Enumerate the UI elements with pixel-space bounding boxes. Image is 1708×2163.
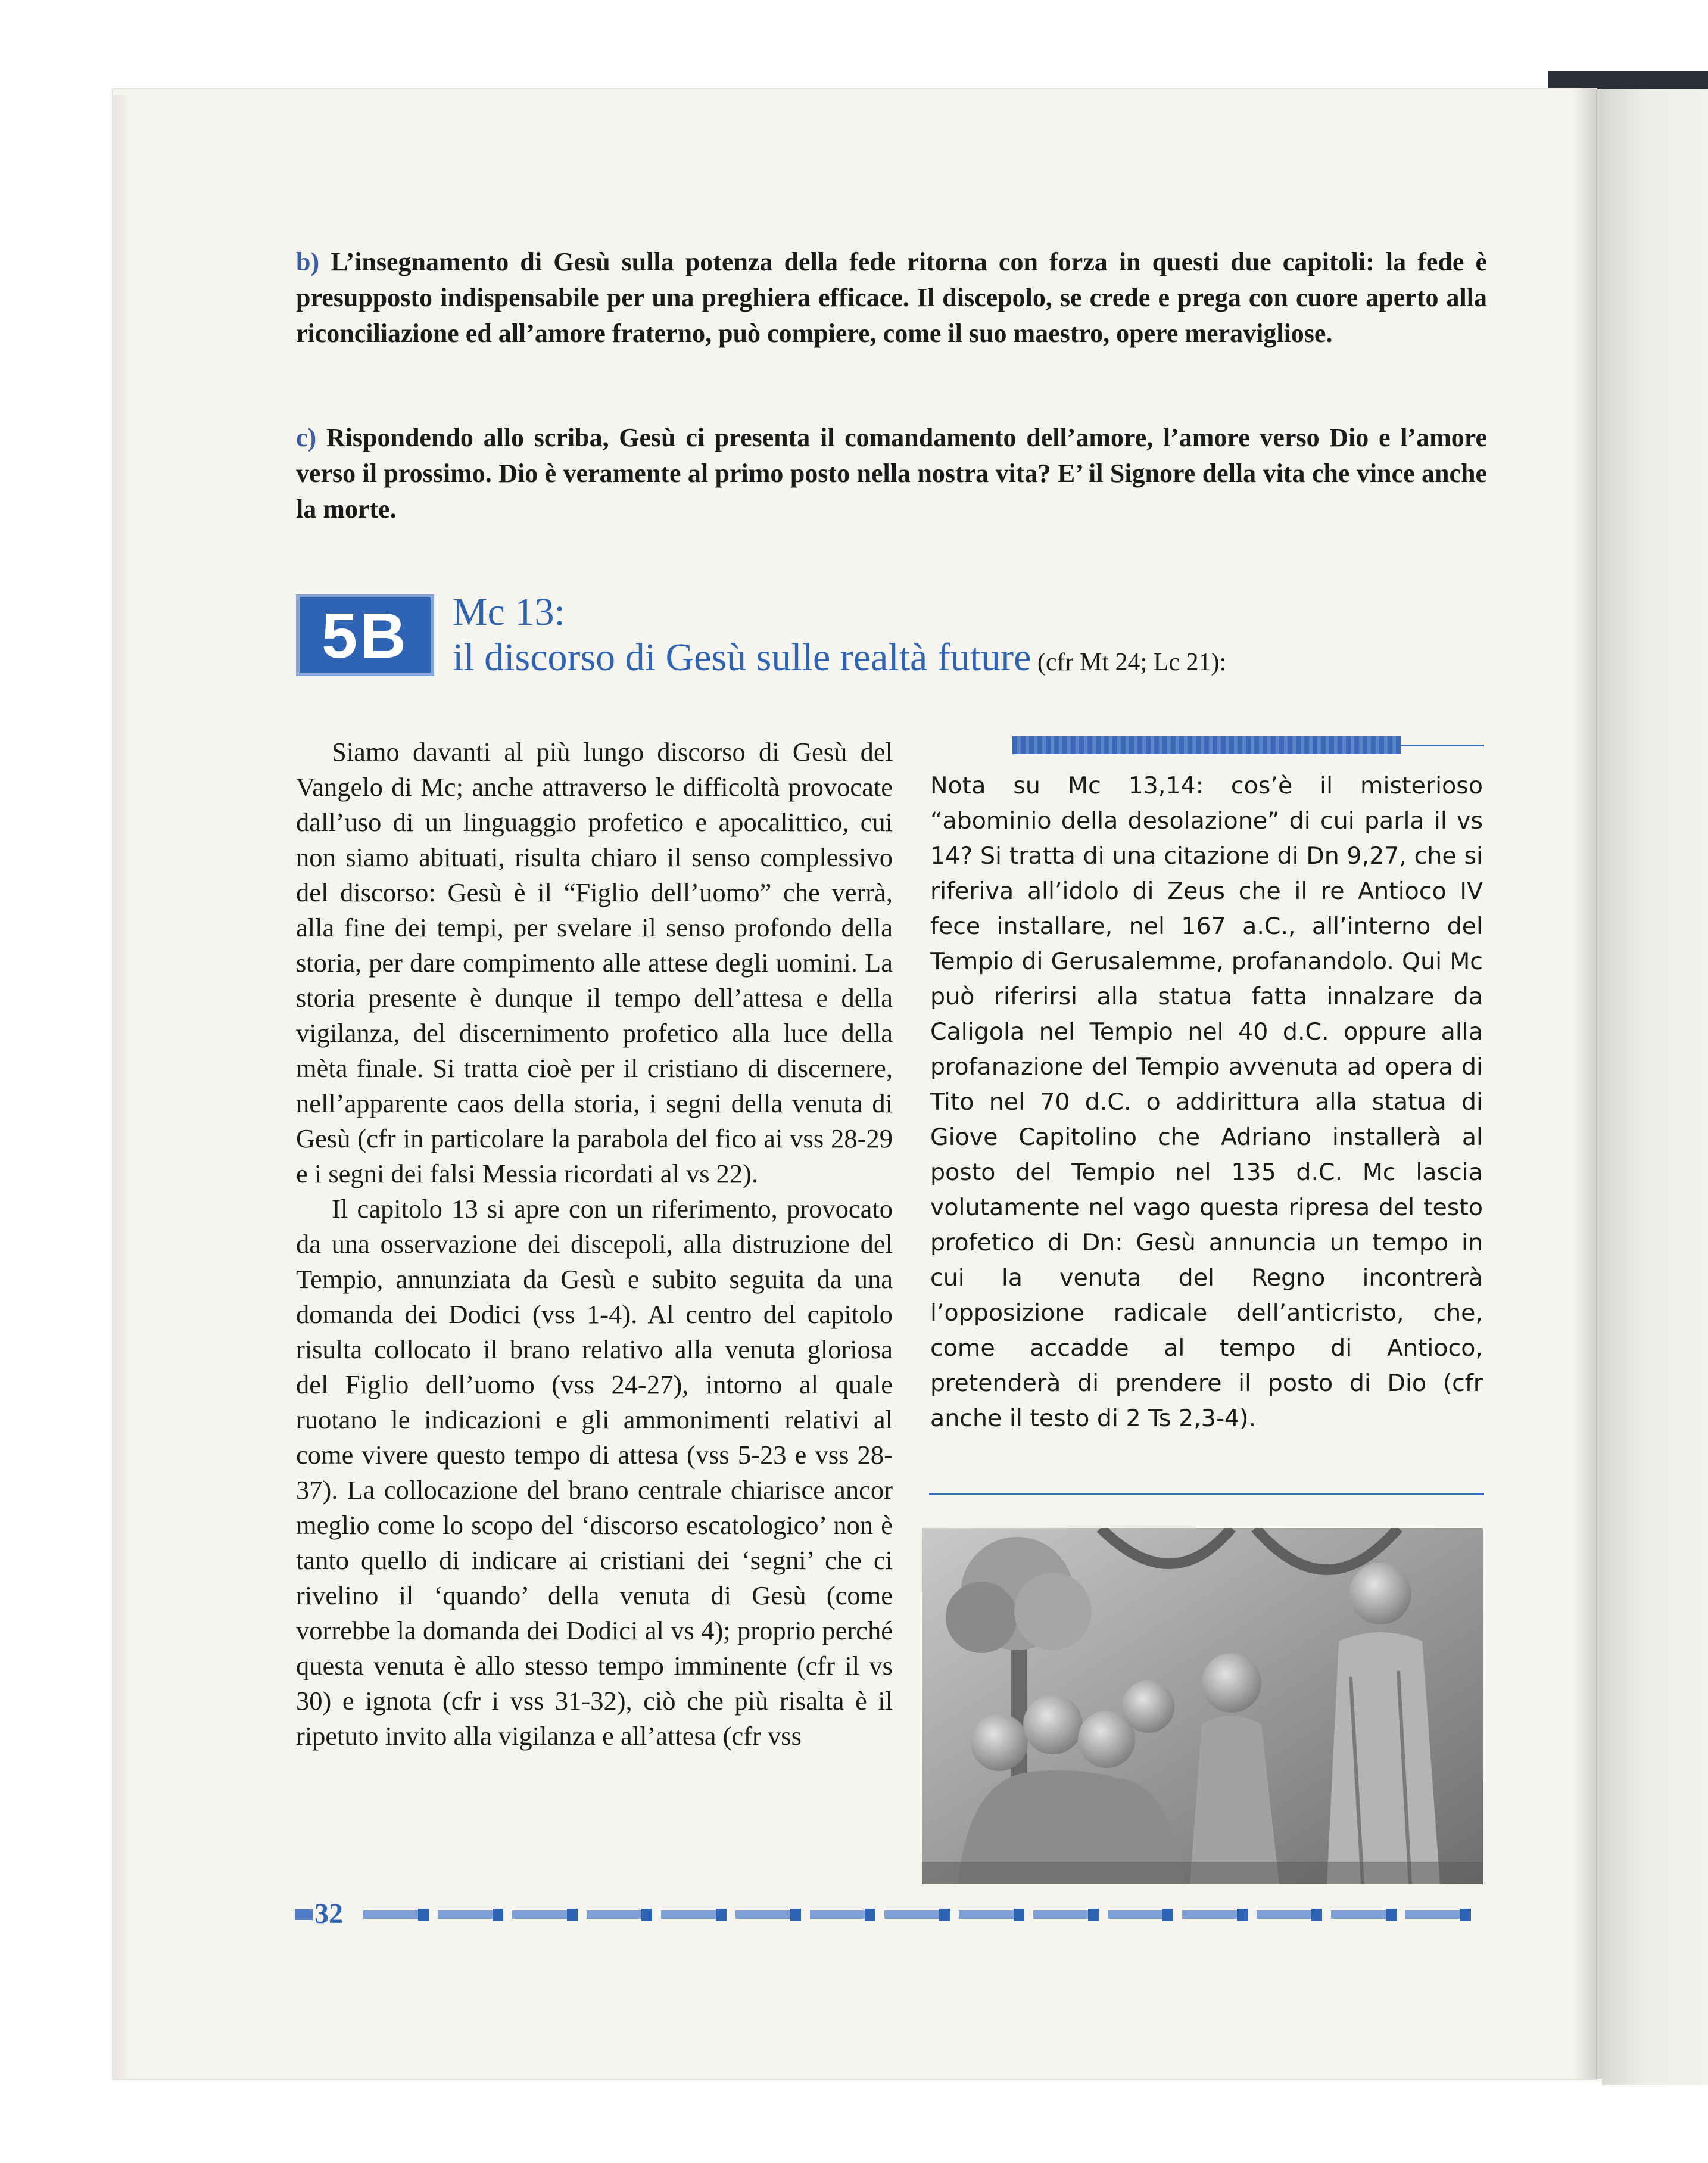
body-column bbox=[296, 735, 893, 1754]
footer-bar-segment bbox=[587, 1910, 641, 1919]
footer-bar-block bbox=[1460, 1909, 1471, 1921]
page-number: 32 bbox=[314, 1898, 343, 1929]
footer-bar-block bbox=[1014, 1909, 1024, 1921]
footer-bar-block bbox=[1311, 1909, 1322, 1921]
note-body: cos’è il misterioso “abominio della desolazione” di cui parla il vs 14? Si tratta di una citazione di Dn 9,27, che si riferiva all’idolo di Zeus che il re Antioco IV fece installare, nel 167 a.C., all’interno del Tempio di Gerusalemme, profanandolo. Qui Mc può riferirsi alla statua fatta innalzare da Caligola nel Tempio nel 40 d.C. oppure alla profanazione del Tempio avvenuta ad opera di Tito nel 70 d.C. o addirittura alla statua di Giove Capitolino che Adriano installerà al posto del Tempio nel 135 d.C. Mc lascia volutamente nel vago questa ripresa del testo profetico di Dn: Gesù annuncia un tempo in cui la venuta del Regno incontrerà l’opposizione radicale dell’anticristo, che, come accadde al tempo di Antioco, pretenderà di prendere il posto di Dio (cfr anche il testo di 2 Ts 2,3-4). bbox=[930, 772, 1483, 1432]
relief-illustration bbox=[922, 1528, 1483, 1884]
footer-bar-block bbox=[1386, 1909, 1397, 1921]
footer-bar-block bbox=[641, 1909, 652, 1921]
footer-bar-block bbox=[1237, 1909, 1248, 1921]
footer-bar-block bbox=[493, 1909, 503, 1921]
section-title-line1: Mc 13: bbox=[453, 590, 565, 634]
footer-bar-segment bbox=[1182, 1910, 1237, 1919]
section-title-text: il discorso di Gesù sulle realtà future bbox=[453, 636, 1031, 679]
footer-bar-block bbox=[567, 1909, 578, 1921]
footer-bar-block bbox=[418, 1909, 429, 1921]
body-paragraph-1: Siamo davanti al più lungo discorso di Gesù del Vangelo di Mc; anche attraverso le difficoltà provocate dall’uso di un linguaggio profetico e apocalittico, cui non siamo abituati, risulta chiaro il senso complessivo del discorso: Gesù è il “Figlio dell’uomo” che verrà, alla fine dei tempi, per svelare il senso profondo della storia, per dare compimento alle attese degli uomini. La storia presente è dunque il tempo dell’attesa e della vigilanza, del discernimento profetico alla luce della mèta finale. Si tratta cioè per il cristiano di discernere, nell’apparente caos della storia, i segni della venuta di Gesù (cfr in particolare la parabola del fico ai vss 28-29 e i segni dei falsi Messia ricordati al vs 22). bbox=[296, 737, 893, 1188]
footer-bar-block bbox=[939, 1909, 950, 1921]
section-title-line2 bbox=[453, 635, 1226, 685]
footer-bar-segment bbox=[1257, 1910, 1311, 1919]
body-paragraph-2: Il capitolo 13 si apre con un riferimento, provocato da una osservazione dei discepoli, alla distruzione del Tempio, annunziata da Gesù e subito seguita da una domanda dei Dodici (vss 1-4). Al centro del capitolo risulta collocato il brano relativo alla venuta gloriosa del Figlio dell’uomo (vss 24-27), intorno al quale ruotano le indicazioni e gli ammonimenti relativi al come vivere questo tempo di attesa (vss 5-23 e vss 28-37). La collocazione del brano centrale chiarisce ancor meglio come lo scopo del ‘discorso escatologico’ non è tanto quello di indicare ai cristiani dei ‘segni’ che ci rivelino il ‘quando’ della venuta di Gesù (come vorrebbe la domanda dei Dodici al vs 4); proprio perché questa venuta è allo stesso tempo imminente (cfr il vs 30) e ignota (cfr i vss 31-32), ciò che più risalta è il ripetuto invito alla vigilanza e all’attesa (cfr vss bbox=[296, 1194, 893, 1751]
relief-sculpture-image bbox=[922, 1528, 1483, 1884]
intro-paragraph-c bbox=[296, 420, 1487, 527]
paragraph-label-c: c) bbox=[296, 423, 317, 452]
note-top-bar bbox=[1012, 736, 1401, 754]
footer-bar-segment bbox=[884, 1910, 939, 1919]
section-badge bbox=[296, 594, 434, 676]
footer-bar-segment bbox=[1405, 1910, 1460, 1919]
section-title-cfr: (cfr Mt 24; Lc 21): bbox=[1031, 649, 1227, 676]
paragraph-text-b: L’insegnamento di Gesù sulla potenza della fede ritorna con forza in questi due capitoli: la fede è presupposto indispensabile per una preghiera efficace. Il discepolo, se crede e prega con cuore aperto alla riconciliazione ed all’amore fraterno, può compiere, come il suo maestro, opere meravigliose. bbox=[296, 247, 1487, 348]
footer-bar-segment bbox=[959, 1910, 1014, 1919]
footer-bar-segment bbox=[438, 1910, 493, 1919]
footer-bar-segment bbox=[1033, 1910, 1088, 1919]
footer-decorative-bar bbox=[363, 1907, 1483, 1922]
footer-bar-block bbox=[716, 1909, 727, 1921]
footer-lead-mark bbox=[295, 1909, 313, 1920]
footer-bar-block bbox=[1088, 1909, 1099, 1921]
intro-paragraph-b bbox=[296, 244, 1487, 351]
note-bottom-rule bbox=[929, 1493, 1484, 1495]
note-top-rule bbox=[1401, 745, 1484, 746]
page-left-edge bbox=[113, 95, 129, 2079]
section-badge-label: 5B bbox=[321, 599, 409, 671]
footer-bar-segment bbox=[735, 1910, 790, 1919]
footer-bar-segment bbox=[512, 1910, 567, 1919]
page-gutter-shadow bbox=[1572, 89, 1602, 2079]
footer-bar-segment bbox=[1331, 1910, 1386, 1919]
paragraph-text-c: Rispondendo allo scriba, Gesù ci presenta il comandamento dell’amore, l’amore verso Dio e l’amore verso il prossimo. Dio è veramente al primo posto nella nostra vita? E’ il Signore della vita che vince anche la morte. bbox=[296, 423, 1487, 524]
footer-bar-block bbox=[790, 1909, 801, 1921]
footer-bar-segment bbox=[810, 1910, 865, 1919]
footer-bar-segment bbox=[661, 1910, 716, 1919]
footer-bar-block bbox=[865, 1909, 875, 1921]
facing-page-edge bbox=[1602, 83, 1708, 2085]
footer-bar-block bbox=[1162, 1909, 1173, 1921]
paragraph-label-b: b) bbox=[296, 247, 320, 276]
footer-bar-segment bbox=[363, 1910, 418, 1919]
note-title: Nota su Mc 13,14: bbox=[930, 772, 1204, 799]
note-box bbox=[930, 768, 1483, 1436]
scan-dark-strip bbox=[1548, 71, 1708, 89]
footer-bar-segment bbox=[1108, 1910, 1162, 1919]
